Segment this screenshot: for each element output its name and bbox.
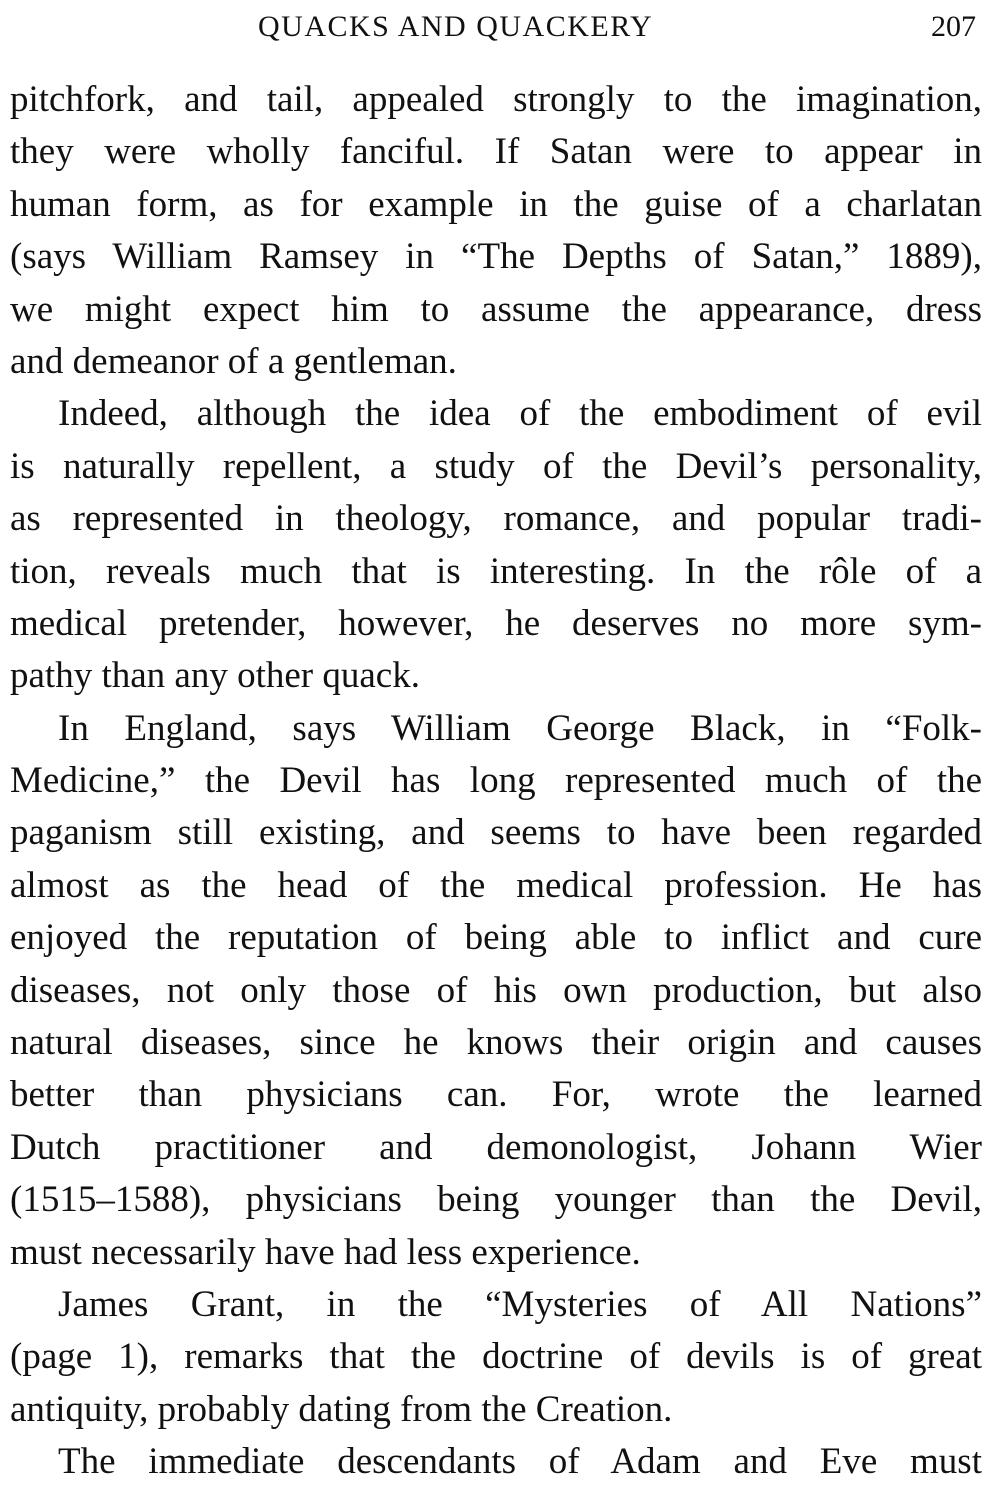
running-head (0, 6, 1000, 50)
text-line: they were wholly fanciful. If Satan were to appear in (10, 131, 982, 173)
text-line: human form, as for example in the guise of a charlatan (10, 183, 982, 225)
text-line: tion, reveals much that is interesting. In the rôle of a (10, 550, 982, 592)
text-line: as represented in theology, romance, and popular tradi- (10, 498, 982, 540)
text-line: Medicine,” the Devil has long represented much of the (10, 760, 982, 802)
text-line: antiquity, probably dating from the Creation. (10, 1388, 673, 1430)
paragraph-first-line: In England, says William George Black, in “Folk- (58, 707, 982, 749)
text-line: pathy than any other quack. (10, 655, 420, 697)
text-line: enjoyed the reputation of being able to inflict and cure (10, 917, 982, 959)
text-line: diseases, not only those of his own production, but also (10, 969, 982, 1011)
running-title: QUACKS AND QUACKERY (258, 10, 654, 43)
page-number: 207 (931, 10, 976, 43)
text-line: is naturally repellent, a study of the Devil’s personality, (10, 445, 982, 487)
text-line: must necessarily have had less experience. (10, 1231, 641, 1273)
text-line: we might expect him to assume the appearance, dress (10, 288, 982, 330)
text-line: (page 1), remarks that the doctrine of devils is of great (10, 1336, 982, 1378)
body-text (10, 74, 982, 1489)
text-line: and demeanor of a gentleman. (10, 340, 457, 382)
text-line: (says William Ramsey in “The Depths of Satan,” 1889), (10, 236, 982, 278)
text-line: (1515–1588), physicians being younger than the Devil, (10, 1179, 982, 1221)
text-line: natural diseases, since he knows their origin and causes (10, 1022, 982, 1064)
text-line: medical pretender, however, he deserves no more sym- (10, 602, 982, 644)
text-line: better than physicians can. For, wrote the learned (10, 1074, 982, 1116)
paragraph-first-line: Indeed, although the idea of the embodiment of evil (58, 393, 982, 435)
paragraph-first-line: The immediate descendants of Adam and Eve must (58, 1441, 982, 1483)
paragraph-first-line: James Grant, in the “Mysteries of All Nations” (58, 1283, 982, 1325)
text-line: paganism still existing, and seems to have been regarded (10, 812, 982, 854)
text-line: almost as the head of the medical profession. He has (10, 864, 982, 906)
text-line: pitchfork, and tail, appealed strongly to the imagination, (10, 79, 982, 120)
text-line: Dutch practitioner and demonologist, Johann Wier (10, 1126, 982, 1168)
